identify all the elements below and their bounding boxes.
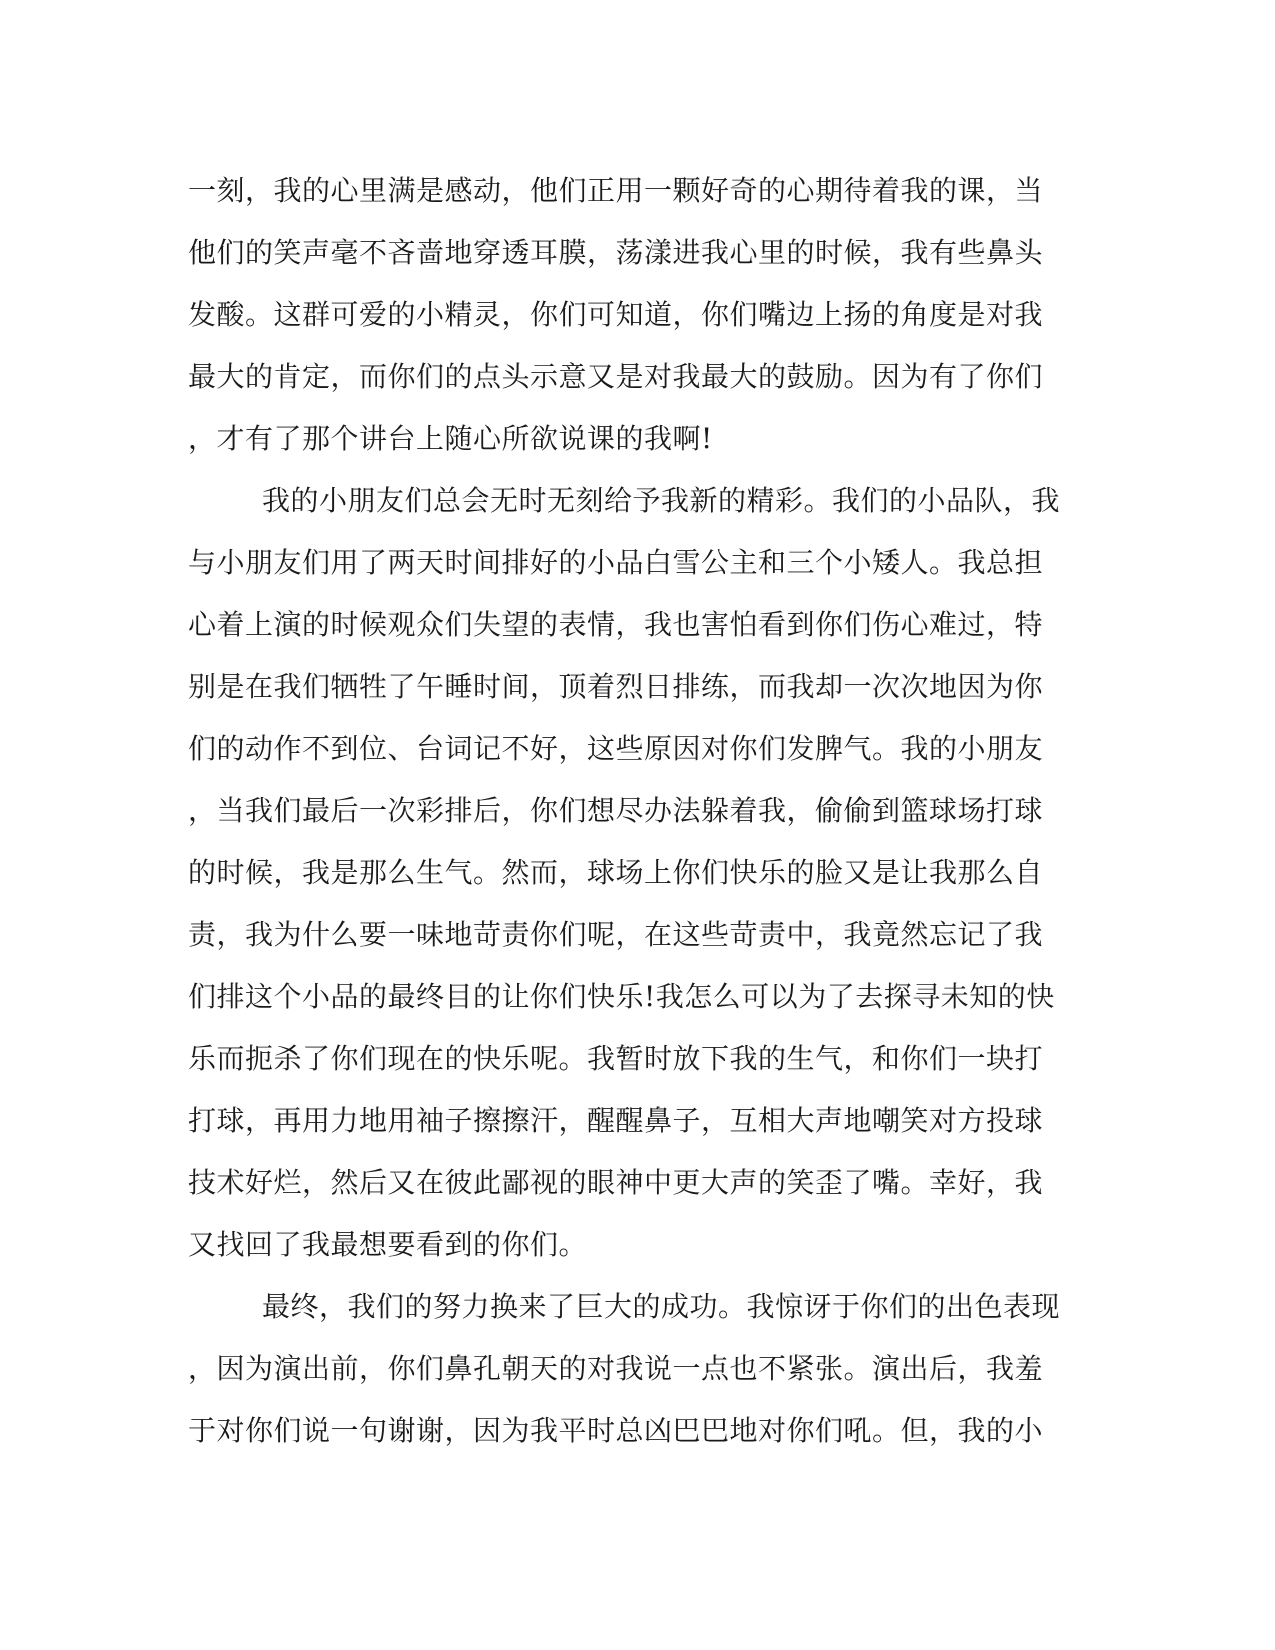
text-line: 我的小朋友们总会无时无刻给予我新的精彩。我们的小品队，我 bbox=[262, 484, 1061, 517]
text-line: 乐而扼杀了你们现在的快乐呢。我暂时放下我的生气，和你们一块打 bbox=[188, 1042, 1044, 1075]
text-line: 责，我为什么要一味地苛责你们呢，在这些苛责中，我竟然忘记了我 bbox=[188, 918, 1044, 951]
text-line: 们排这个小品的最终目的让你们快乐!我怎么可以为了去探寻未知的快 bbox=[188, 980, 1055, 1013]
text-line: ，当我们最后一次彩排后，你们想尽办法躲着我，偷偷到篮球场打球 bbox=[188, 794, 1044, 827]
paragraph-3 bbox=[188, 1276, 1088, 1462]
text-line: 最大的肯定，而你们的点头示意又是对我最大的鼓励。因为有了你们 bbox=[188, 360, 1044, 393]
paragraph-2 bbox=[188, 470, 1088, 1276]
text-line: 最终，我们的努力换来了巨大的成功。我惊讶于你们的出色表现 bbox=[262, 1290, 1061, 1323]
text-line: 与小朋友们用了两天时间排好的小品白雪公主和三个小矮人。我总担 bbox=[188, 546, 1044, 579]
text-line: ，因为演出前，你们鼻孔朝天的对我说一点也不紧张。演出后，我羞 bbox=[188, 1352, 1044, 1385]
paragraph-1 bbox=[188, 160, 1088, 470]
document-body bbox=[188, 160, 1088, 1462]
text-line: ，才有了那个讲台上随心所欲说课的我啊! bbox=[188, 422, 713, 455]
text-line: 一刻，我的心里满是感动，他们正用一颗好奇的心期待着我的课，当 bbox=[188, 174, 1044, 207]
text-line: 们的动作不到位、台词记不好，这些原因对你们发脾气。我的小朋友 bbox=[188, 732, 1044, 765]
text-line: 他们的笑声毫不吝啬地穿透耳膜，荡漾进我心里的时候，我有些鼻头 bbox=[188, 236, 1044, 269]
text-line: 技术好烂，然后又在彼此鄙视的眼神中更大声的笑歪了嘴。幸好，我 bbox=[188, 1166, 1044, 1199]
text-line: 打球，再用力地用袖子擦擦汗，醒醒鼻子，互相大声地嘲笑对方投球 bbox=[188, 1104, 1044, 1137]
text-line: 别是在我们牺牲了午睡时间，顶着烈日排练，而我却一次次地因为你 bbox=[188, 670, 1044, 703]
text-line: 又找回了我最想要看到的你们。 bbox=[188, 1228, 588, 1261]
text-line: 发酸。这群可爱的小精灵，你们可知道，你们嘴边上扬的角度是对我 bbox=[188, 298, 1044, 331]
text-line: 的时候，我是那么生气。然而，球场上你们快乐的脸又是让我那么自 bbox=[188, 856, 1044, 889]
text-line: 心着上演的时候观众们失望的表情，我也害怕看到你们伤心难过，特 bbox=[188, 608, 1044, 641]
text-line: 于对你们说一句谢谢，因为我平时总凶巴巴地对你们吼。但，我的小 bbox=[188, 1414, 1044, 1447]
